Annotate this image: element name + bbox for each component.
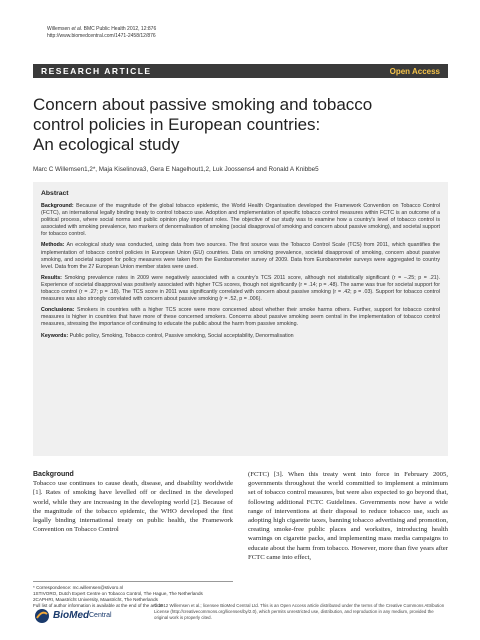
open-access-label: Open Access [389,66,440,76]
label: Conclusions: [41,307,75,314]
biomed-central-logo [33,608,123,624]
abstract-background [41,203,440,238]
abstract-box [33,182,448,456]
body-paragraph: (FCTC) [3]. When this treaty went into force in February 2005, governments throughout the world committed to implement a minimum set of tobacco control measures, but were also expected to go beyond that, following additional FCTC Guidelines. Governments now have a wide range of interventions at their disposal to reduce tobacco use, such as adopting high cigarette taxes, banning tobacco advertising and promotion, creating smoke-free public places and worksites, introducing health warnings on cigarette packs, and implementing mass media campaigns to educate about the harm from tobacco. However, more than five years after FCTC came into effect, [248,471,448,561]
text: Smokers in countries with a higher TCS score were more concerned about whether their smoke harms others. Further, support for tobacco control measures is higher in countries that have more of these concerned smokers. Concerns about passive smoking seem central in the implementation of tobacco control measures, stressing the importance of continuing to educate the public about the harm from passive smoking. [41,307,440,328]
abstract-methods [41,242,440,270]
body-paragraph: Tobacco use continues to cause death, disease, and disability worldwide [1]. Rates of smoking have levelled off or declined in the developed world, while they are increasing in the developing world [2]. Because of the magnitude of the tobacco epidemic, the WHO developed the first legally binding international treaty on public health, the Framework Convention on Tobacco Control [33,480,233,534]
correspondence: * Correspondence: mc.willemsen@stivoro.nl [33,585,124,590]
title-line-1: Concern about passive smoking and tobacco [33,95,373,114]
author-list: Marc C Willemsen1,2*, Maja Kiselinova3, Gera E Nagelhout1,2, Luk Joossens4 and Ronald A Knibbe5 [33,166,319,173]
page-footer [33,602,448,630]
body-column-right [248,470,448,562]
text: Smoking prevalence rates in 2009 were negatively associated with a country's TCS 2011 score, although not statistically significant (r = −.25; p = .21). Experience of societal disapproval was positively associated with higher TCS scores, though not significantly (r = .14; p = .48). The same was true for societal support for tobacco control (r = .27; p = .18). The TCS score in 2011 was significantly correlated with concern about passive smoking (r = .42; p = .03). Support for tobacco control measures was also strongly correlated with concern about passive smoking (r = .52, p = .006). [41,274,440,303]
affiliation-1: 1STIVORO, Dutch Expert Centre on Tobacco Control, The Hague, The Netherlands [33,591,203,596]
title-line-3: An ecological study [33,135,180,154]
journal-header [47,26,156,40]
abstract-keywords [41,333,440,340]
license-text: © 2012 Willemsen et al.; licensee BioMed Central Ltd. This is an Open Access article distributed under the terms of the Creative Commons Attribution License (http://creativecommons.org/licenses/by/2.0), which permits unrestricted use, distribution, and reproduction in any medium, provided the original work is properly cited. [154,603,445,620]
text: Public policy, Smoking, Tobacco control, Passive smoking, Social acceptability, Denormalisation [68,332,294,339]
body-column-left [33,470,233,534]
label: Results: [41,274,62,281]
journal-url[interactable]: http://www.biomedcentral.com/1471-2458/12/876 [47,33,156,39]
citation-etal: et al. [71,26,83,32]
abstract-results [41,275,440,303]
abstract-heading: Abstract [41,190,69,197]
citation-authors: Willemsen [47,26,71,32]
logo-text-bold: BioMed [53,610,90,621]
abstract-conclusions [41,307,440,328]
affiliation-2: 2CAPHRI, Maastricht University, Maastricht, The Netherlands [33,597,158,602]
article-type-banner [33,64,448,78]
text: An ecological study was conducted, using data from two sources. The first source was the Tobacco Control Scale (TCS) from 2011, which quantifies the implementation of tobacco control policies in European Union (EU) countries. Data on smoking prevalence, societal disapproval of smoking, concern about passive smoking, and societal support for policy measures were taken from the Eurobarometer survey of 2009. Data from Eurobarometer surveys were aggregated to country level. Data from the 27 European Union member states were used. [41,242,440,270]
section-heading-background: Background [33,471,74,478]
article-title [33,95,448,155]
author-info-note: Full list of author information is available at the end of the article [33,603,163,608]
label: Background: [41,203,74,209]
citation-line [47,26,156,33]
label: Keywords: [41,332,69,339]
citation-rest: BMC Public Health 2012, 12:876 [82,26,157,32]
article-type-label: RESEARCH ARTICLE [41,66,152,76]
text: Because of the magnitude of the global tobacco epidemic, the World Health Organisation developed the Framework Convention on Tobacco Control (FCTC), an international legally binding treaty to control tobacco use. Adoption and implementation of specific tobacco control measures within FCTC is an outcome of a political process, where social norms and public opinion play important roles. The objective of our study was to examine how a country's level of tobacco control is associated with smoking prevalence, two markers of denormalisation of smoking (social disapproval of smoking and concern about passive smoking), and societal support for tobacco control. [41,203,440,238]
biomed-logo-icon [33,608,51,624]
title-line-2: control policies in European countries: [33,115,321,134]
label: Methods: [41,242,65,249]
logo-text-central: Central [89,612,112,619]
